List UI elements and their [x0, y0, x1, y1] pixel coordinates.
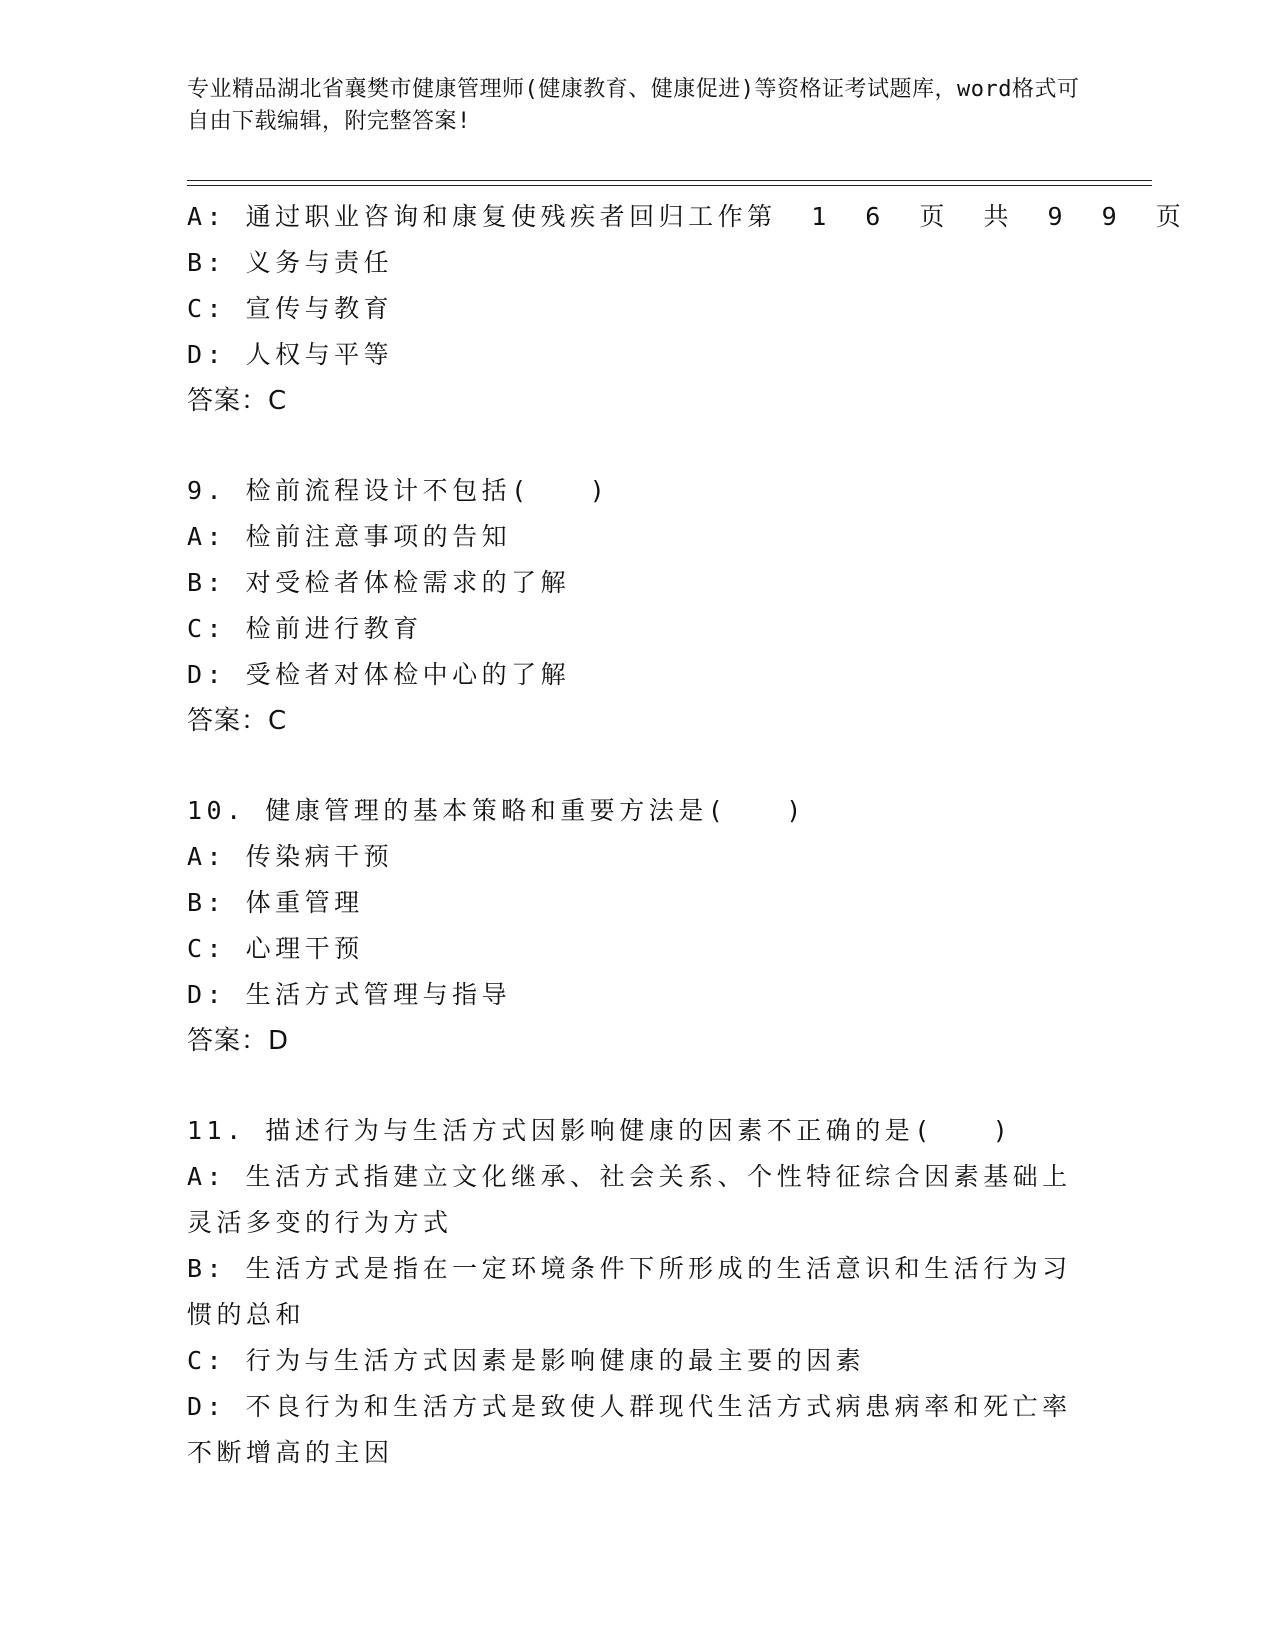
- question-stem: 9. 检前流程设计不包括( ): [187, 476, 610, 505]
- option-c: C: 心理干预: [187, 934, 364, 963]
- option-c: C: 宣传与教育: [187, 294, 394, 323]
- header-divider-double: [187, 185, 1152, 186]
- option-c: C: 检前进行教育: [187, 614, 423, 643]
- answer-key: 答案：C: [187, 706, 288, 736]
- question-stem: 11. 描述行为与生活方式因影响健康的因素不正确的是( ): [187, 1116, 1013, 1145]
- answer-key: 答案：C: [187, 386, 288, 416]
- option-b: B: 体重管理: [187, 888, 364, 917]
- page-number: 第 1 6 页 共 9 9 页: [747, 202, 1193, 231]
- option-a: A: 通过职业咨询和康复使残疾者回归工作第 1 6 页 共 9 9 页: [187, 202, 1193, 231]
- question-stem: 10. 健康管理的基本策略和重要方法是( ): [187, 796, 806, 825]
- option-a: A: 传染病干预: [187, 842, 394, 871]
- option-d: D: 生活方式管理与指导: [187, 980, 512, 1009]
- option-b: B: 对受检者体检需求的了解: [187, 568, 571, 597]
- header-divider: [187, 180, 1152, 181]
- option-a: A: 检前注意事项的告知: [187, 522, 512, 551]
- option-d: D: 受检者对体检中心的了解: [187, 660, 571, 689]
- option-d: D: 人权与平等: [187, 340, 394, 369]
- question-content: [187, 194, 1193, 1476]
- option-b: B: 生活方式是指在一定环境条件下所形成的生活意识和生活行为习惯的总和: [187, 1254, 1072, 1329]
- option-b: B: 义务与责任: [187, 248, 394, 277]
- document-header: 专业精品湖北省襄樊市健康管理师(健康教育、健康促进)等资格证考试题库，word格式可自由下载编辑，附完整答案!: [187, 77, 1080, 134]
- option-c: C: 行为与生活方式因素是影响健康的最主要的因素: [187, 1346, 866, 1375]
- option-a: A: 生活方式指建立文化继承、社会关系、个性特征综合因素基础上灵活多变的行为方式: [187, 1162, 1072, 1237]
- option-d: D: 不良行为和生活方式是致使人群现代生活方式病患病率和死亡率不断增高的主因: [187, 1392, 1072, 1467]
- answer-key: 答案：D: [187, 1026, 290, 1056]
